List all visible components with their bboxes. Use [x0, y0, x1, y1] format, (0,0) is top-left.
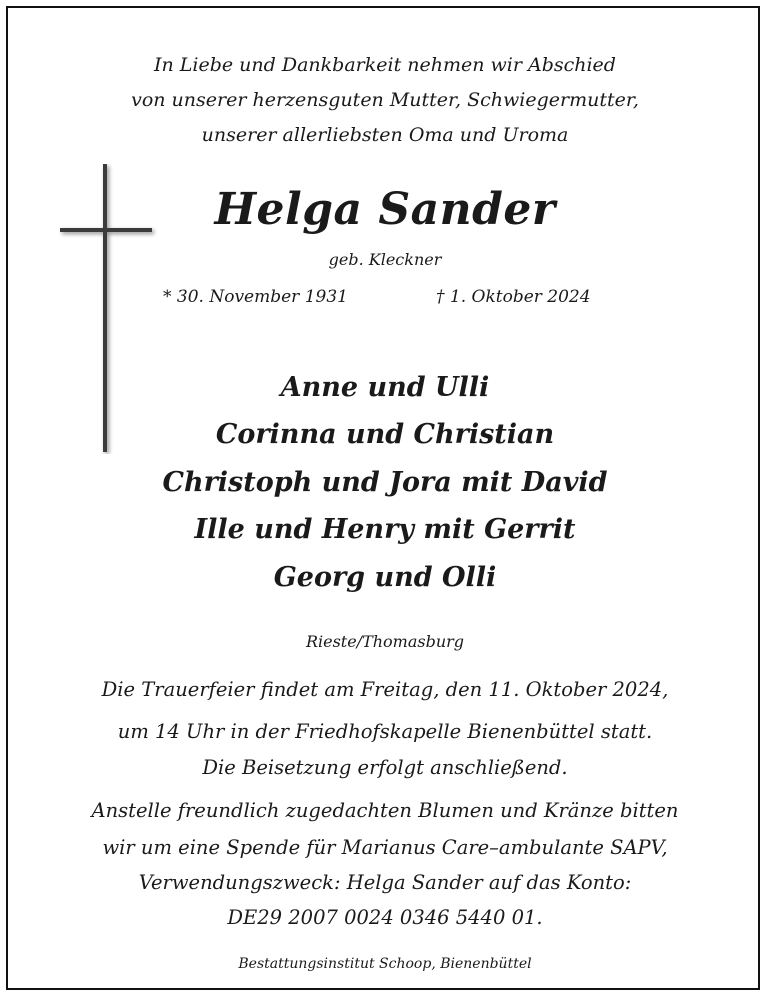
birth-date: * 30. November 1931: [163, 287, 348, 307]
family-line-3: Christoph und Jora mit David: [162, 467, 608, 498]
family-line-4: Ille und Henry mit Gerrit: [194, 514, 576, 545]
location: Rieste/Thomasburg: [305, 632, 465, 651]
family-line-5: Georg und Olli: [273, 562, 497, 593]
family-line-2: Corinna und Christian: [215, 419, 555, 450]
intro-line-1: In Liebe und Dankbarkeit nehmen wir Abschied: [154, 54, 616, 76]
donation-line-3: Verwendungszweck: Helga Sander auf das Konto:: [138, 871, 632, 894]
deceased-name: Helga Sander: [214, 184, 556, 235]
intro-line-2: von unserer herzensguten Mutter, Schwiegermutter,: [131, 89, 639, 111]
service-line-1: Die Trauerfeier findet am Freitag, den 11. Oktober 2024,: [101, 678, 669, 701]
maiden-name: geb. Kleckner: [328, 250, 442, 269]
service-line-2: um 14 Uhr in der Friedhofskapelle Bienenbüttel statt.: [117, 720, 653, 743]
donation-line-1: Anstelle freundlich zugedachten Blumen und Kränze bitten: [91, 799, 679, 822]
funeral-home: Bestattungsinstitut Schoop, Bienenbüttel: [238, 956, 532, 972]
donation-line-2: wir um eine Spende für Marianus Care–ambulante SAPV,: [102, 836, 668, 859]
family-line-1: Anne und Ulli: [280, 372, 490, 403]
intro-line-3: unserer allerliebsten Oma und Uroma: [201, 124, 569, 146]
service-line-3: Die Beisetzung erfolgt anschließend.: [202, 756, 568, 779]
donation-line-4: DE29 2007 0024 0346 5440 01.: [227, 906, 543, 929]
death-date: † 1. Oktober 2024: [436, 287, 591, 307]
